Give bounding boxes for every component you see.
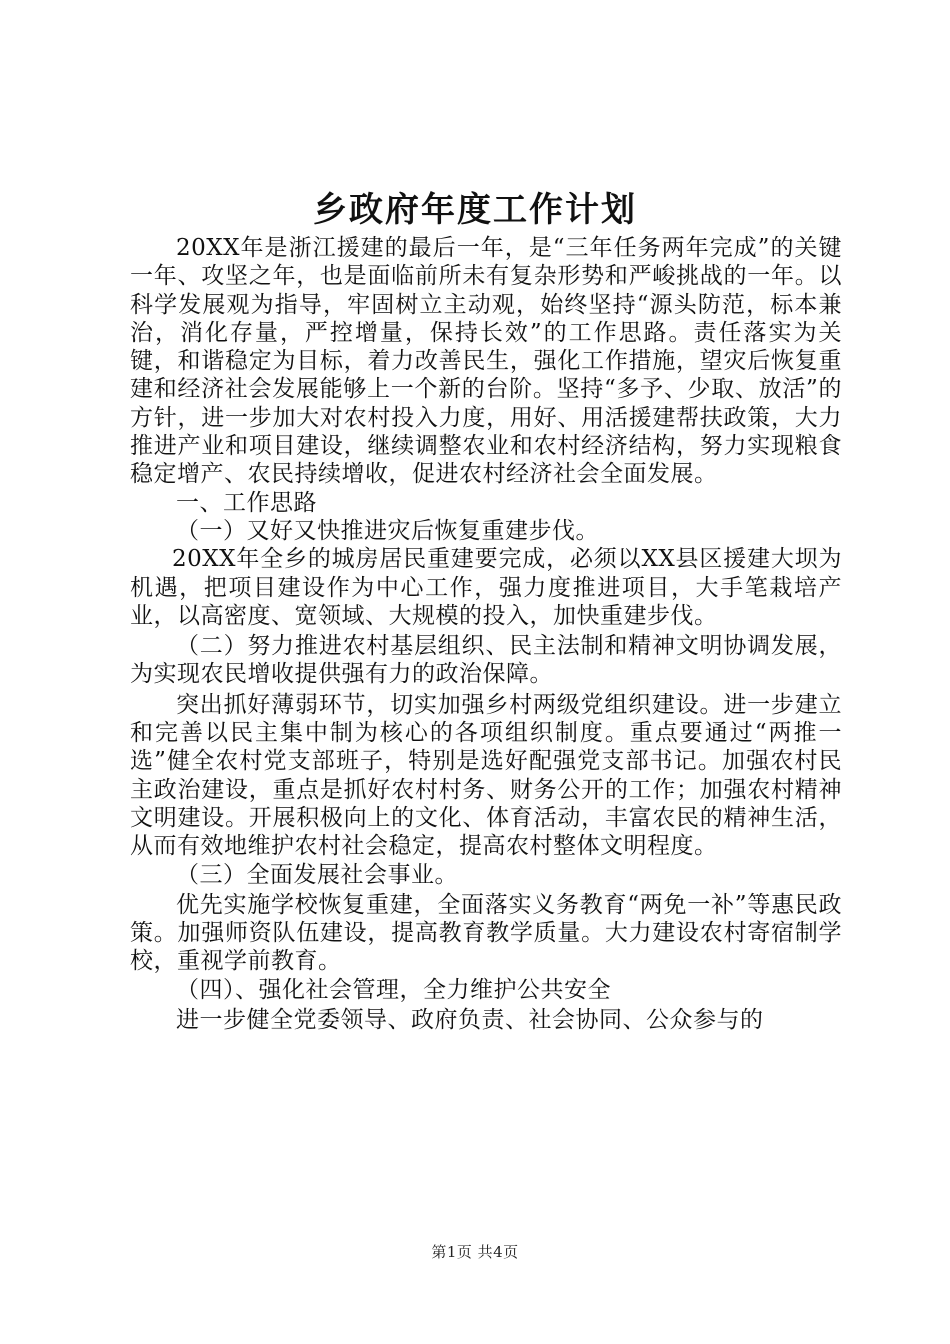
section-heading-work-ideas: 一、工作思路 bbox=[176, 489, 317, 516]
document-body bbox=[130, 234, 842, 1034]
subheading-3: （三）全面发展社会事业。 bbox=[176, 861, 458, 888]
paragraph-grassroots: 突出抓好薄弱环节，切实加强乡村两级党组织建设。进一步建立和完善以民主集中制为核心的各项组织制度。重点要通过“两推一选”健全农村党支部班子，特别是选好配强党支部书记。加强农村民主政治建设，重点是抓好农村村务、财务公开的工作；加强农村精神文明建设。开展积极向上的文化、体育活动，丰富农民的精神生活，从而有效地维护农村社会稳定，提高农村整体文明程度。 bbox=[130, 691, 842, 860]
subheading-1: （一）又好又快推进灾后恢复重建步伐。 bbox=[176, 517, 599, 544]
paragraph-reconstruction: 20XX年全乡的城房居民重建要完成，必须以XX县区援建大坝为机遇，把项目建设作为中心工作，强力度推进项目，大手笔栽培产业，以高密度、宽领域、大规模的投入，加快重建步伐。 bbox=[130, 546, 842, 629]
subheading-2: （二）努力推进农村基层组织、民主法制和精神文明协调发展，为实现农民增收提供强有力的政治保障。 bbox=[130, 633, 842, 688]
paragraph-social-management: 进一步健全党委领导、政府负责、社会协同、公众参与的 bbox=[176, 1007, 764, 1034]
paragraph-intro: 20XX年是浙江援建的最后一年，是“三年任务两年完成”的关键一年、攻坚之年，也是面临前所未有复杂形势和严峻挑战的一年。以科学发展观为指导，牢固树立主动观，始终坚持“源头防范，标本兼治，消化存量，严控增量，保持长效”的工作思路。责任落实为关键，和谐稳定为目标，着力改善民生，强化工作措施，望灾后恢复重建和经济社会发展能够上一个新的台阶。坚持“多予、少取、放活”的方针，进一步加大对农村投入力度，用好、用活援建帮扶政策，大力推进产业和项目建设，继续调整农业和农村经济结构，努力实现粮食稳定增产、农民持续增收，促进农村经济社会全面发展。 bbox=[130, 235, 842, 488]
document-title: 乡政府年度工作计划 bbox=[313, 190, 637, 230]
paragraph-social-undertakings: 优先实施学校恢复重建，全面落实义务教育“两免一补”等惠民政策。加强师资队伍建设，提高教育教学质量。大力建设农村寄宿制学校，重视学前教育。 bbox=[130, 891, 842, 975]
page-footer: 第1页 共4页 bbox=[431, 1243, 519, 1261]
subheading-4: （四）、强化社会管理，全力维护公共安全 bbox=[176, 976, 611, 1003]
